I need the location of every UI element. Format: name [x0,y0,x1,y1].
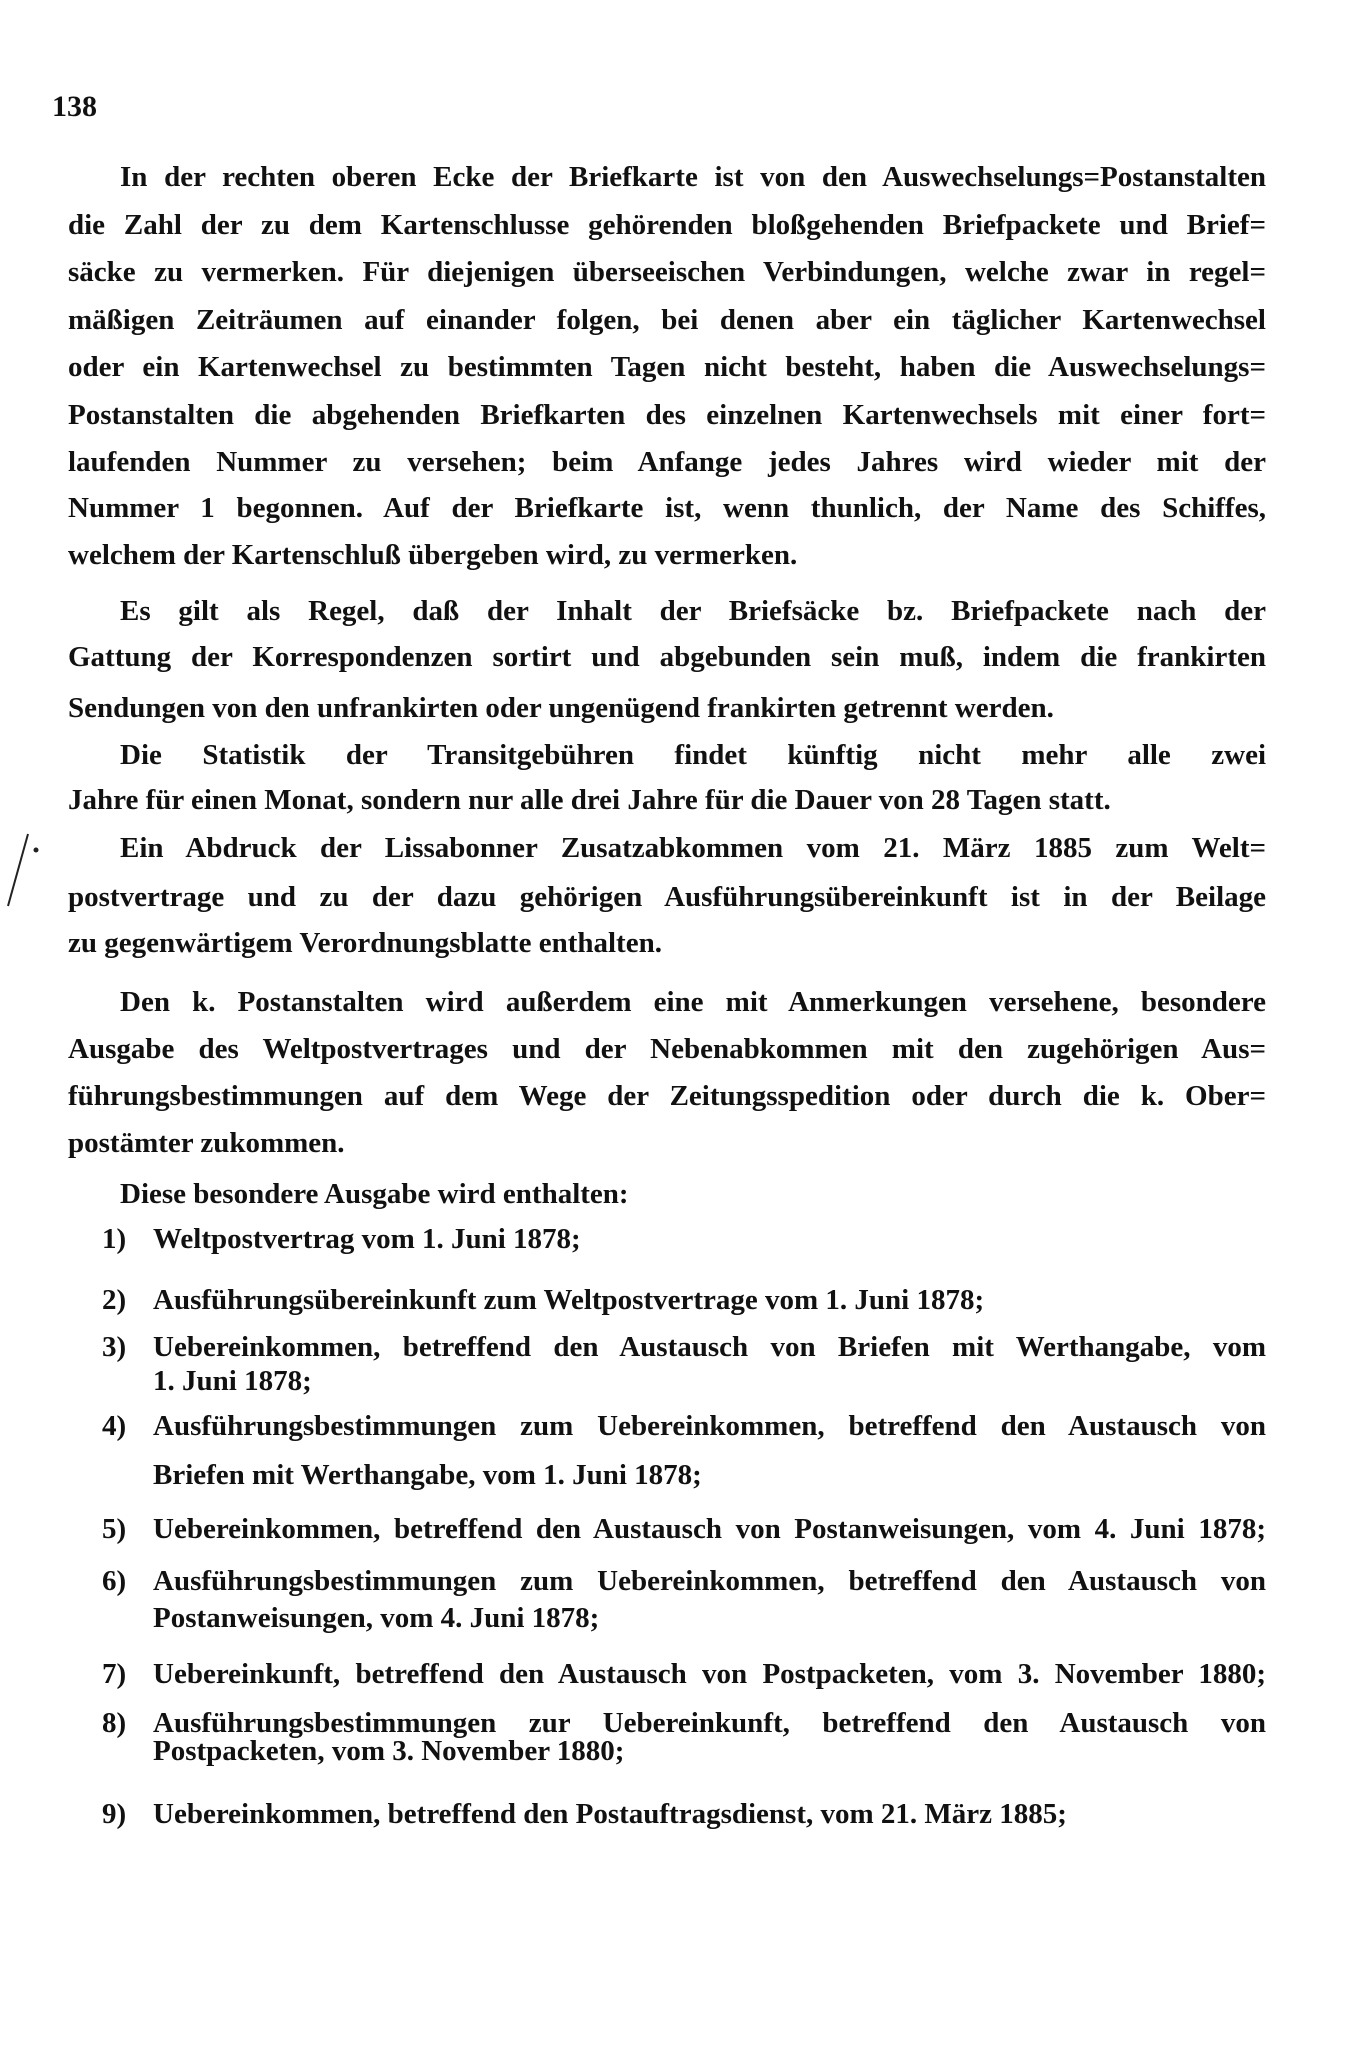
text-line: postämter zukommen. [68,1127,345,1159]
list-item-number: 4) [102,1410,127,1442]
list-item-number: 8) [102,1707,127,1739]
text-line: oder ein Kartenwechsel zu bestimmten Tagen nicht besteht, haben die Auswechselungs= [68,351,1266,383]
list-item-line: Briefen mit Werthangabe, vom 1. Juni 1878; [153,1459,702,1491]
text-line: die Zahl der zu dem Kartenschlusse gehörenden bloßgehenden Briefpackete und Brief= [68,209,1266,241]
list-item-number: 7) [102,1658,127,1690]
list-item-number: 5) [102,1513,127,1545]
list-item-line: Ausführungsbestimmungen zur Uebereinkunft, betreffend den Austausch von [153,1707,1266,1739]
text-line: zu gegenwärtigem Verordnungsblatte enthalten. [68,927,662,959]
list-item-line: Postanweisungen, vom 4. Juni 1878; [153,1602,600,1634]
list-item-number: 6) [102,1565,127,1597]
text-line: säcke zu vermerken. Für diejenigen überseeischen Verbindungen, welche zwar in regel= [68,256,1266,288]
list-item-number: 1) [102,1223,127,1255]
list-item-number: 9) [102,1798,127,1830]
list-item-line: Postpacketen, vom 3. November 1880; [153,1735,625,1767]
text-line: Ein Abdruck der Lissabonner Zusatzabkommen vom 21. März 1885 zum Welt= [120,832,1266,864]
text-line: welchem der Kartenschluß übergeben wird, zu vermerken. [68,539,798,571]
text-line: führungsbestimmungen auf dem Wege der Zeitungsspedition oder durch die k. Ober= [68,1080,1266,1112]
list-item-number: 2) [102,1284,127,1316]
list-item-line: Uebereinkunft, betreffend den Austausch von Postpacketen, vom 3. November 1880; [153,1658,1266,1690]
list-item-line: Ausführungsbestimmungen zum Uebereinkommen, betreffend den Austausch von [153,1565,1266,1597]
text-line: Postanstalten die abgehenden Briefkarten des einzelnen Kartenwechsels mit einer fort= [68,399,1266,431]
margin-mark-icon [4,830,44,910]
text-line: postvertrage und zu der dazu gehörigen Ausführungsübereinkunft ist in der Beilage [68,881,1266,913]
text-line: Ausgabe des Weltpostvertrages und der Nebenabkommen mit den zugehörigen Aus= [68,1033,1266,1065]
text-line: In der rechten oberen Ecke der Briefkarte ist von den Auswechselungs=Postanstalten [120,161,1266,193]
text-line: Es gilt als Regel, daß der Inhalt der Briefsäcke bz. Briefpackete nach der [120,595,1266,627]
text-line: Diese besondere Ausgabe wird enthalten: [120,1178,629,1210]
list-item-number: 3) [102,1331,127,1363]
list-item-line: Ausführungsbestimmungen zum Uebereinkommen, betreffend den Austausch von [153,1410,1266,1442]
text-line: Gattung der Korrespondenzen sortirt und abgebunden sein muß, indem die frankirten [68,641,1266,673]
text-line: Jahre für einen Monat, sondern nur alle drei Jahre für die Dauer von 28 Tagen statt. [68,784,1111,816]
list-item-line: Ausführungsübereinkunft zum Weltpostvertrage vom 1. Juni 1878; [153,1284,985,1316]
list-item-line: Uebereinkommen, betreffend den Postauftragsdienst, vom 21. März 1885; [153,1798,1067,1830]
text-line: Die Statistik der Transitgebühren findet künftig nicht mehr alle zwei [120,739,1266,771]
list-item-line: 1. Juni 1878; [153,1365,312,1397]
page-number: 138 [52,90,97,123]
list-item-line: Uebereinkommen, betreffend den Austausch von Briefen mit Werthangabe, vom [153,1331,1266,1363]
list-item-line: Uebereinkommen, betreffend den Austausch von Postanweisungen, vom 4. Juni 1878; [153,1513,1266,1545]
text-line: Sendungen von den unfrankirten oder ungenügend frankirten getrennt werden. [68,692,1054,724]
text-line: mäßigen Zeiträumen auf einander folgen, bei denen aber ein täglicher Kartenwechsel [68,304,1266,336]
text-line: laufenden Nummer zu versehen; beim Anfange jedes Jahres wird wieder mit der [68,446,1266,478]
text-line: Den k. Postanstalten wird außerdem eine mit Anmerkungen versehene, besondere [120,986,1266,1018]
text-line: Nummer 1 begonnen. Auf der Briefkarte ist, wenn thunlich, der Name des Schiffes, [68,492,1266,524]
list-item-line: Weltpostvertrag vom 1. Juni 1878; [153,1223,581,1255]
